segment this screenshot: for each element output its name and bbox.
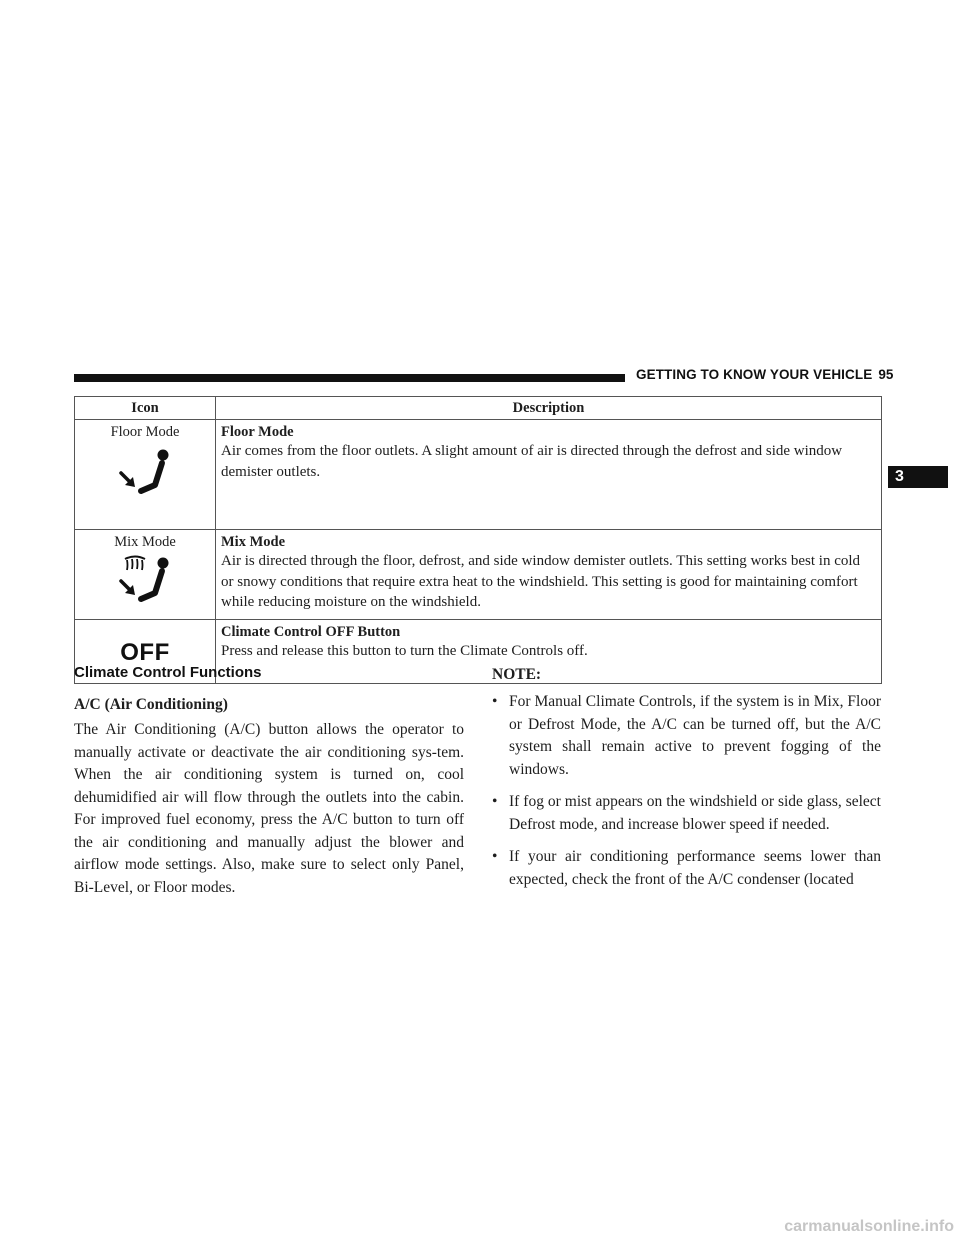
description-cell (216, 530, 882, 620)
note-title: NOTE: (492, 666, 542, 683)
subsection-heading: A/C (Air Conditioning) (74, 696, 228, 713)
bullet: • (492, 693, 498, 710)
bullet: • (492, 848, 498, 865)
description-title: Mix Mode (221, 534, 286, 550)
page-number: 95 (878, 367, 894, 382)
row-label: Floor Mode (110, 424, 180, 440)
watermark: carmanualsonline.info (784, 1218, 954, 1235)
icon-cell (75, 530, 216, 620)
column-header-icon: Icon (75, 397, 216, 420)
floor-mode-icon (115, 445, 175, 501)
list-item-text: If fog or mist appears on the windshield or side glass, select Defrost mode, and increase blower speed if needed. (509, 793, 881, 833)
description-text: Press and release this button to turn the Climate Controls off. (221, 642, 588, 659)
description-text: Air is directed through the floor, defrost, and side window demister outlets. This setting works best in cold or snowy conditions that require extra heat to the windshield. This setting is good for maintaining comfort while reducing moisture on the windshield. (221, 553, 861, 610)
climate-icon-table (74, 396, 882, 684)
description-cell (216, 420, 882, 530)
header-rule (74, 374, 625, 382)
icon-cell (75, 420, 216, 530)
off-button-icon: OFF (120, 638, 170, 666)
list-item (492, 791, 881, 836)
table-header-row (75, 397, 882, 420)
description-title: Floor Mode (221, 424, 294, 440)
column-header-description: Description (216, 397, 882, 420)
header-section-title: GETTING TO KNOW YOUR VEHICLE (636, 367, 873, 382)
list-item-text: For Manual Climate Controls, if the system is in Mix, Floor or Defrost Mode, the A/C can be turned off, but the A/C system shall remain active to prevent fogging of the windows. (509, 693, 881, 778)
description-cell (216, 619, 882, 683)
description-text: Air comes from the floor outlets. A slight amount of air is directed through the defrost and side window demister outlets. (221, 443, 843, 480)
section-heading: Climate Control Functions (74, 664, 262, 681)
running-header (636, 367, 894, 382)
chapter-tab: 3 (888, 466, 948, 488)
table-row (75, 420, 882, 530)
table-row (75, 530, 882, 620)
mix-mode-icon (115, 553, 175, 609)
note-list (492, 691, 881, 901)
description-title: Climate Control OFF Button (221, 623, 401, 640)
row-label: Mix Mode (114, 534, 176, 550)
list-item (492, 846, 881, 891)
list-item (492, 691, 881, 781)
bullet: • (492, 793, 498, 810)
list-item-text: If your air conditioning performance seems lower than expected, check the front of the A/C condenser (located (509, 848, 881, 888)
body-paragraph: The Air Conditioning (A/C) button allows the operator to manually activate or deactivate the air conditioning sys-tem. When the air conditioning system is turned on, cool dehumidified air will flow through the outlets into the cabin. For improved fuel economy, press the A/C button to turn off the air conditioning and manually adjust the blower and airflow mode settings. Also, make sure to select only Panel, Bi-Level, or Floor modes. (74, 721, 464, 896)
